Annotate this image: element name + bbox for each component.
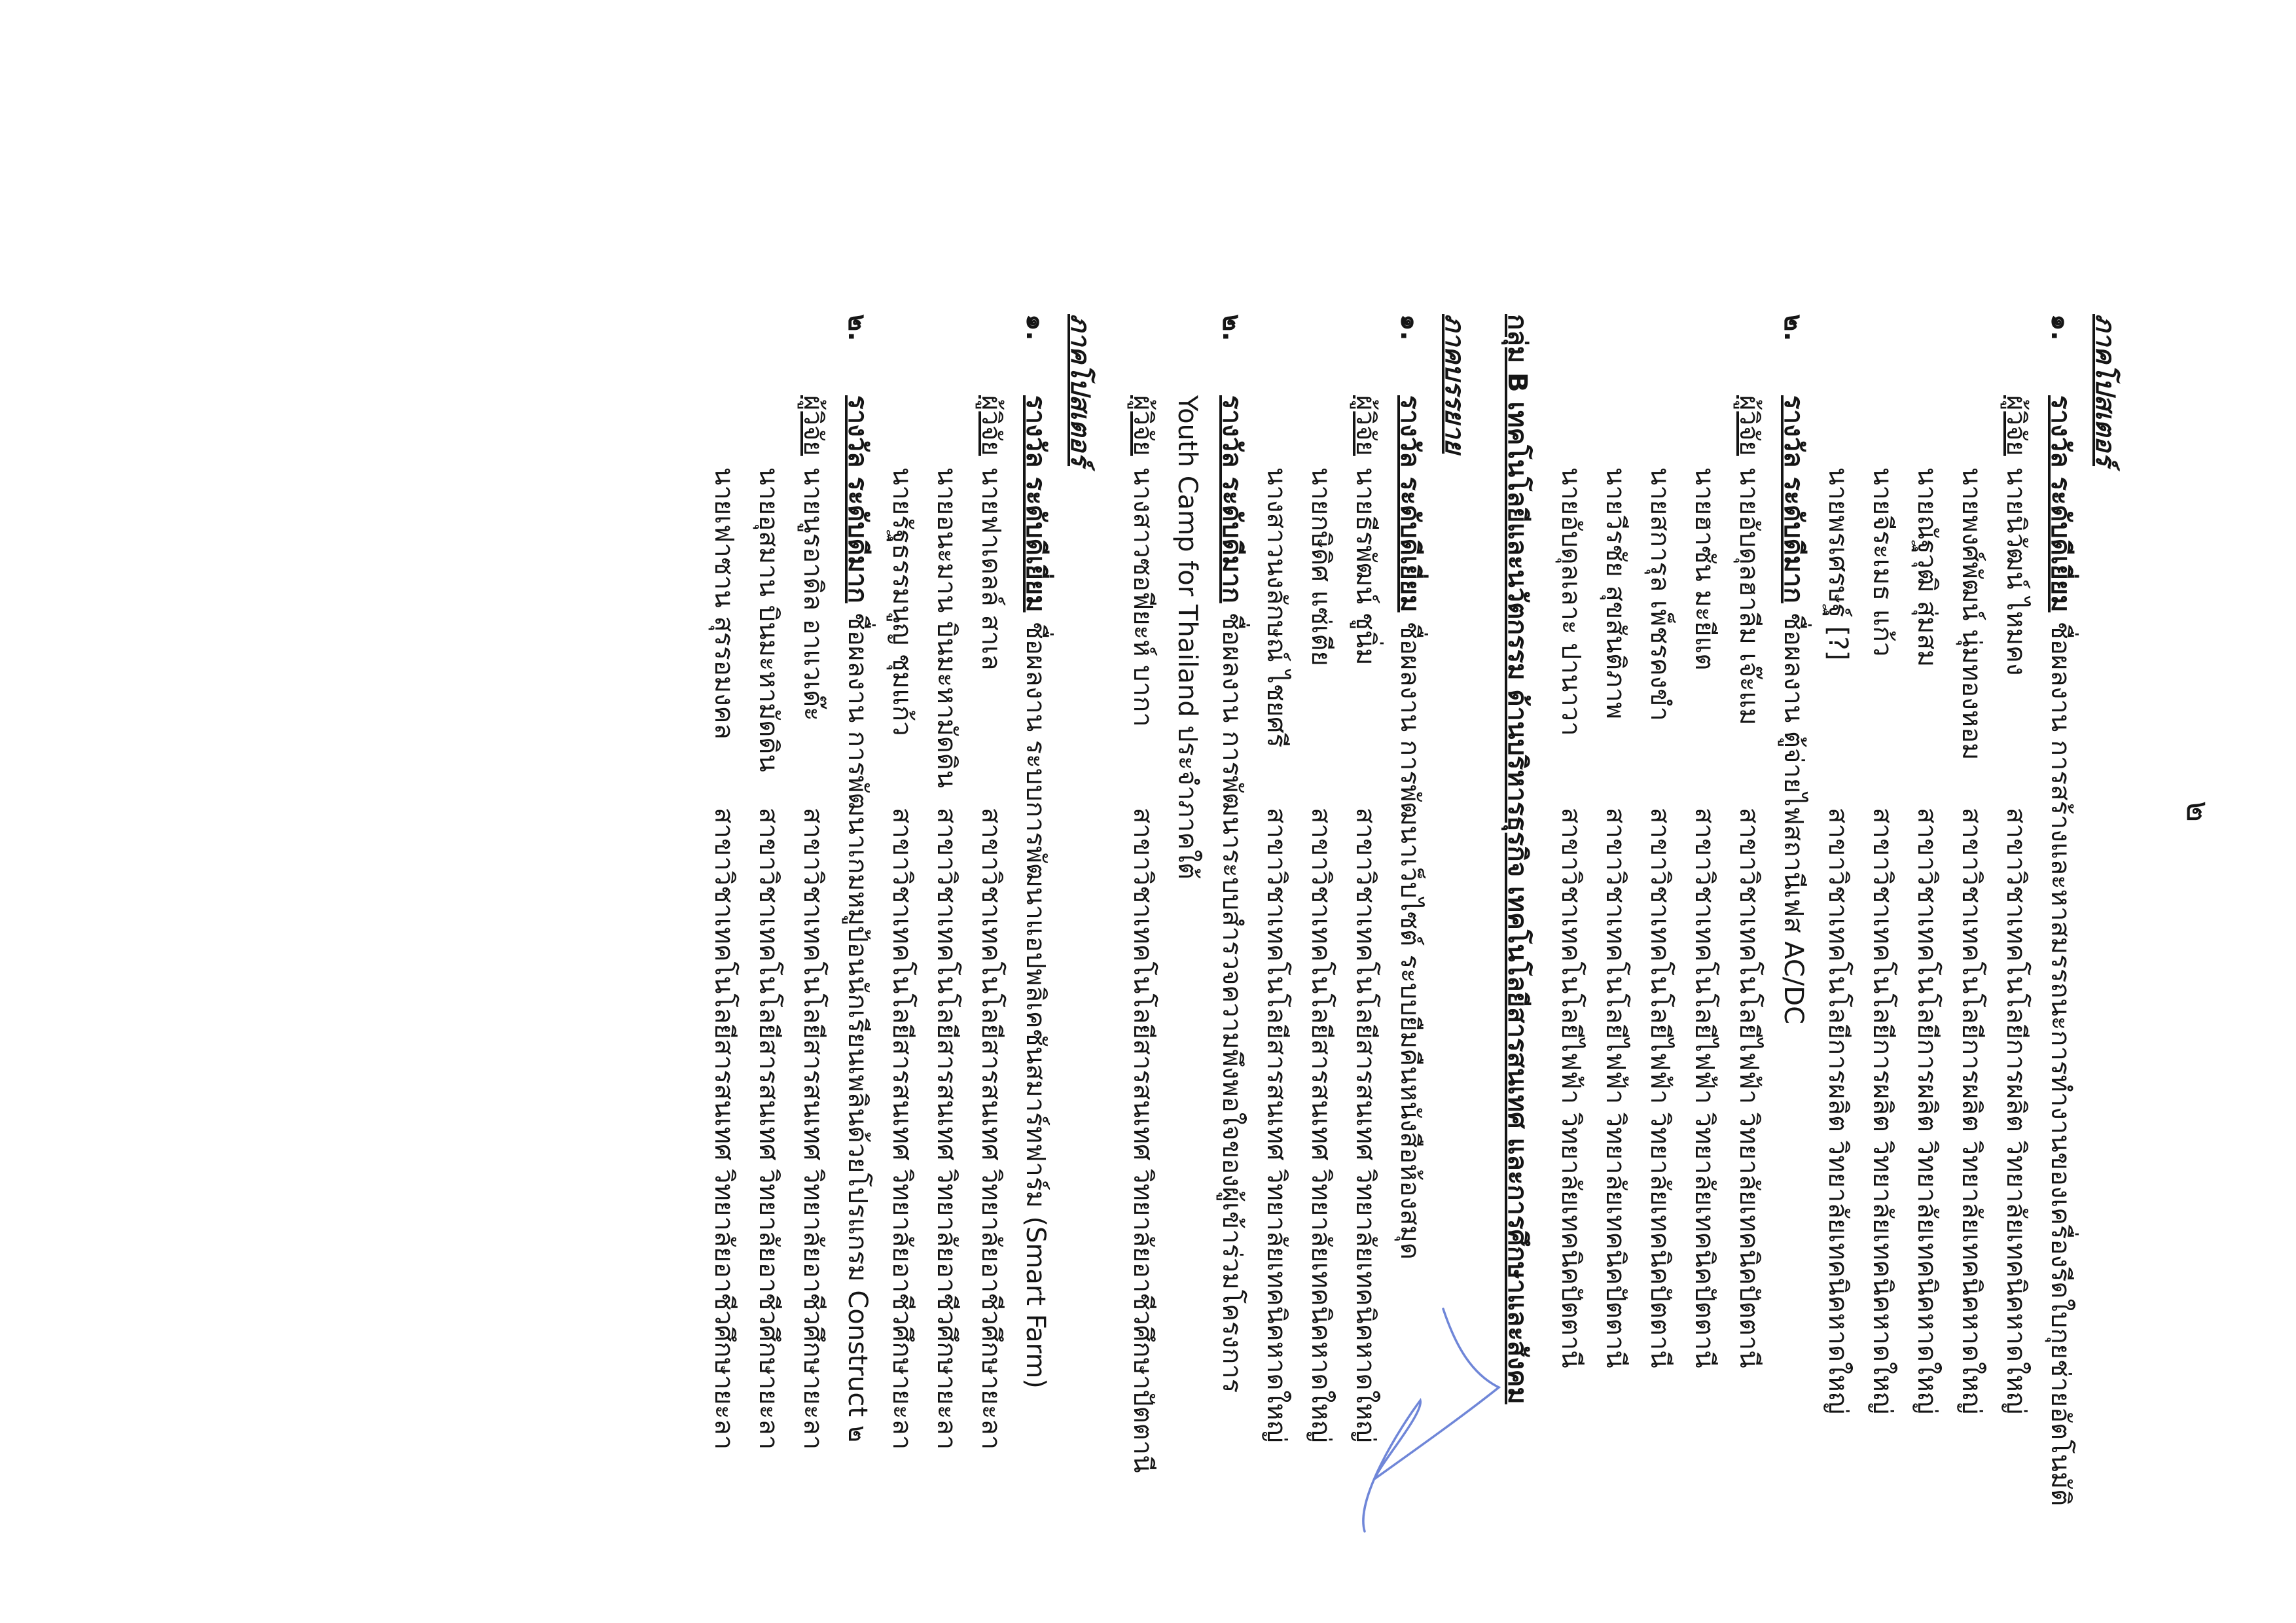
award-entry <box>1771 314 1816 1597</box>
researcher-name: นายฮาซัน มะยีแต <box>1689 467 1719 671</box>
researcher-name: นายอับดุลเลาะ ปานาวา <box>1556 467 1586 736</box>
researcher-tag <box>1593 395 1638 467</box>
researcher-name: นายพรเศรษฐ์ [?] <box>1823 467 1853 661</box>
award-level: รางวัล ระดับดีมาก <box>1217 395 1247 603</box>
award-entry <box>1210 314 1254 1597</box>
researcher-name: นายพงศ์พัฒน์ นุ่มทองหอม <box>1956 467 1986 760</box>
researcher-name: นายฟาเดลล์ สาเล <box>976 467 1006 671</box>
researcher-row <box>1905 314 1949 1597</box>
researcher-department: สาขาวิชาเทคโนโลยีสารสนเทศ วิทยาลัยอาชีวศึกษายะลา <box>887 808 917 1450</box>
researcher-row <box>1727 314 1771 1597</box>
researcher-tag <box>1905 395 1949 467</box>
researcher-tag <box>1860 395 1905 467</box>
researcher-tag <box>1682 395 1727 467</box>
award-title: ชื่อผลงาน ตู้จ่ายไฟสถานีเฟส AC/DC <box>1778 612 1808 1025</box>
section-heading: ภาคโปสเตอร์ <box>1065 314 1095 467</box>
researcher-tag <box>924 395 969 467</box>
researcher-department: สาขาวิชาเทคโนโลยีสารสนเทศ วิทยาลัยเทคนิคหาดใหญ่ <box>1306 808 1336 1443</box>
researcher-row <box>1549 314 1593 1597</box>
researcher-tag: ผู้วิจัย <box>798 395 828 456</box>
researcher-department: สาขาวิชาเทคโนโลยีสารสนเทศ วิทยาลัยอาชีวศึกษายะลา <box>798 808 828 1450</box>
document-body <box>702 314 2145 1597</box>
researcher-row <box>791 314 835 1597</box>
researcher-tag: ผู้วิจัย <box>1734 395 1764 456</box>
award-title: ชื่อผลงาน ระบบการพัฒนาแอปพลิเคชันสมาร์ทฟาร์ม (Smart Farm) <box>1020 621 1050 1389</box>
award-entry <box>1388 314 1432 1597</box>
researcher-department: สาขาวิชาเทคโนโลยีการผลิต วิทยาลัยเทคนิคหาดใหญ่ <box>1823 808 1853 1414</box>
researcher-name: นางสาวนงลักษณ์ ไชยศรี <box>1261 467 1291 748</box>
page-number: ๒ <box>2179 800 2217 823</box>
researcher-name: นางสาวซอฟียะห์ บากา <box>1128 467 1158 727</box>
researcher-tag <box>1816 395 1860 467</box>
researcher-department: สาขาวิชาเทคโนโลยีสารสนเทศ วิทยาลัยอาชีวศึกษายะลา <box>976 808 1006 1450</box>
award-title: ชื่อผลงาน การสร้างและหาสมรรถนะการทำงานของเครื่องรีดใบกุยช่ายอัตโนมัติ <box>2045 621 2075 1507</box>
award-level: รางวัล ระดับดีมาก <box>1778 395 1808 603</box>
researcher-row <box>1860 314 1905 1597</box>
researcher-tag <box>1638 395 1682 467</box>
award-level: รางวัล ระดับดีเยี่ยม <box>1395 395 1425 613</box>
section-heading: ภาคบรรยาย <box>1439 314 1469 454</box>
researcher-department: สาขาวิชาเทคโนโลยีสารสนเทศ วิทยาลัยเทคนิคหาดใหญ่ <box>1350 808 1380 1443</box>
researcher-tag <box>746 395 791 467</box>
award-title-continuation: Youth Camp for Thailand ประจำภาคใต้ <box>1172 395 1202 880</box>
researcher-department: สาขาวิชาเทคโนโลยีสารสนเทศ วิทยาลัยอาชีวศึกษายะลา <box>753 808 783 1450</box>
researcher-department: สาขาวิชาเทคโนโลยีไฟฟ้า วิทยาลัยเทคนิคปัตตานี <box>1556 808 1586 1368</box>
researcher-department: สาขาวิชาเทคโนโลยีสารสนเทศ วิทยาลัยอาชีวศึกษายะลา <box>709 808 739 1450</box>
researcher-row <box>702 314 746 1597</box>
researcher-department: สาขาวิชาเทคโนโลยีไฟฟ้า วิทยาลัยเทคนิคปัตตานี <box>1600 808 1630 1368</box>
researcher-row <box>1994 314 2038 1597</box>
researcher-name: นายกษิดิศ แซ่เตีย <box>1306 467 1336 666</box>
researcher-department: สาขาวิชาเทคโนโลยีการผลิต วิทยาลัยเทคนิคหาดใหญ่ <box>1956 808 1986 1414</box>
award-title: ชื่อผลงาน การพัฒนาเกมหมูป้อนนักเรียนเพลินด้วยโปรแกรม Construct ๒ <box>842 612 872 1443</box>
researcher-row <box>1254 314 1299 1597</box>
researcher-row <box>1299 314 1343 1597</box>
researcher-tag <box>880 395 924 467</box>
researcher-department: สาขาวิชาเทคโนโลยีไฟฟ้า วิทยาลัยเทคนิคปัตตานี <box>1689 808 1719 1368</box>
researcher-row <box>1949 314 1994 1597</box>
award-number: ๑. <box>1020 314 1050 341</box>
researcher-tag <box>1949 395 1994 467</box>
researcher-name: นายนูรอาดิล อาแวเด๊ะ <box>798 467 828 721</box>
researcher-row <box>1121 314 1165 1597</box>
researcher-department: สาขาวิชาเทคโนโลยีสารสนเทศ วิทยาลัยอาชีวศึกษาปัตตานี <box>1128 808 1158 1473</box>
researcher-tag <box>1299 395 1343 467</box>
researcher-row <box>924 314 969 1597</box>
award-number: ๑. <box>2045 314 2075 341</box>
researcher-name: นายรัฐธรรมนูญ ชุมแก้ว <box>887 467 917 736</box>
researcher-name: นายจีระเมธ แก้ว <box>1867 467 1897 657</box>
researcher-tag <box>1549 395 1593 467</box>
researcher-name: นายเฟาซาน สุรรอมงคล <box>709 467 739 740</box>
researcher-row <box>1638 314 1682 1597</box>
researcher-row <box>1593 314 1638 1597</box>
award-entry <box>1013 314 1058 1597</box>
researcher-name: นายสการุล เพ็ชรคงขำ <box>1645 467 1675 721</box>
award-level: รางวัล ระดับดีเยี่ยม <box>2045 395 2075 613</box>
researcher-row <box>1343 314 1388 1597</box>
researcher-name: นายวีรชัย สุขสันติภาพ <box>1600 467 1630 720</box>
researcher-department: สาขาวิชาเทคโนโลยีการผลิต วิทยาลัยเทคนิคหาดใหญ่ <box>1912 808 1942 1414</box>
group-heading: กลุ่ม B เทคโนโลยีและนวัตกรรม ด้านบริหารธุรกิจ เทคโนโลยีสารสนเทศ และการศึกษาและสังคม <box>1502 314 1532 1404</box>
researcher-name: นายอนะมาน บินมะหามัดดิน <box>931 467 961 789</box>
researcher-row <box>880 314 924 1597</box>
researcher-department: สาขาวิชาเทคโนโลยีไฟฟ้า วิทยาลัยเทคนิคปัตตานี <box>1645 808 1675 1368</box>
award-level: รางวัล ระดับดีมาก <box>842 395 872 603</box>
award-title: ชื่อผลงาน การพัฒนาเว็บไซต์ ระบบยืมคืนหนังสือห้องสมุด <box>1395 621 1425 1260</box>
researcher-tag: ผู้วิจัย <box>1350 395 1380 456</box>
award-title: ชื่อผลงาน การพัฒนาระบบสำรวจความพึงพอใจของผู้เข้าร่วมโครงการ <box>1217 612 1247 1393</box>
section-heading: ภาคโปสเตอร์ <box>2090 314 2120 467</box>
researcher-tag: ผู้วิจัย <box>2001 395 2031 456</box>
researcher-name: นายณัฐวุฒิ สุ่มสม <box>1912 467 1942 668</box>
researcher-tag <box>702 395 746 467</box>
researcher-name: นายธีรพัฒน์ ชูนิ่ม <box>1350 467 1380 666</box>
researcher-row <box>969 314 1013 1597</box>
award-number: ๒. <box>842 314 872 342</box>
researcher-department: สาขาวิชาเทคโนโลยีการผลิต วิทยาลัยเทคนิคหาดใหญ่ <box>1867 808 1897 1414</box>
researcher-department: สาขาวิชาเทคโนโลยีสารสนเทศ วิทยาลัยอาชีวศึกษายะลา <box>931 808 961 1450</box>
researcher-name: นายอุสมาน บินมะหามัดดิน <box>753 467 783 772</box>
researcher-tag <box>1254 395 1299 467</box>
researcher-department: สาขาวิชาเทคโนโลยีการผลิต วิทยาลัยเทคนิคหาดใหญ่ <box>2001 808 2031 1414</box>
award-number: ๒. <box>1778 314 1808 342</box>
researcher-name: นายนิวัฒน์ ไหมคง <box>2001 467 2031 676</box>
award-entry <box>2038 314 2083 1597</box>
award-number: ๑. <box>1395 314 1425 341</box>
researcher-tag: ผู้วิจัย <box>1128 395 1158 456</box>
researcher-name: นายอับดุลฮาลีม เจ๊ะแม <box>1734 467 1764 726</box>
researcher-tag: ผู้วิจัย <box>976 395 1006 456</box>
researcher-department: สาขาวิชาเทคโนโลยีไฟฟ้า วิทยาลัยเทคนิคปัตตานี <box>1734 808 1764 1368</box>
researcher-row <box>1816 314 1860 1597</box>
researcher-row <box>1682 314 1727 1597</box>
award-number: ๒. <box>1217 314 1247 342</box>
award-entry <box>835 314 880 1597</box>
award-level: รางวัล ระดับดีเยี่ยม <box>1020 395 1050 613</box>
researcher-row <box>746 314 791 1597</box>
researcher-department: สาขาวิชาเทคโนโลยีสารสนเทศ วิทยาลัยเทคนิคหาดใหญ่ <box>1261 808 1291 1443</box>
